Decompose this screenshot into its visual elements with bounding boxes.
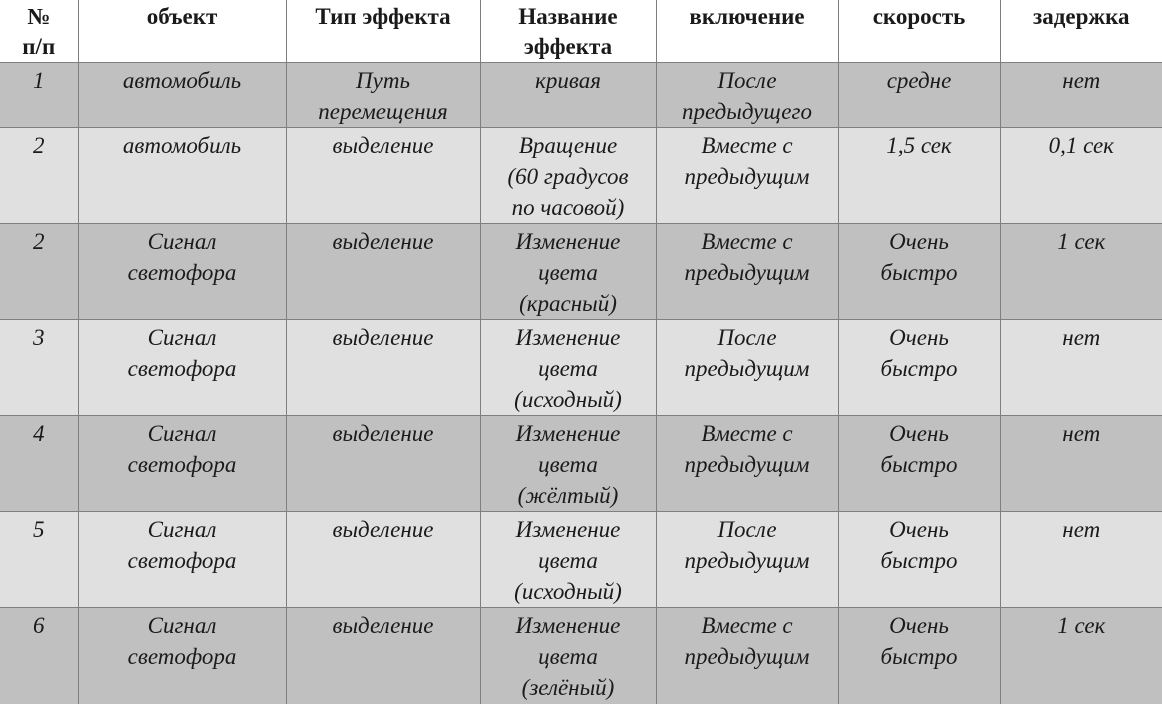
cell-effect-type (286, 128, 480, 224)
cell-object-text: Сигнал светофора (83, 322, 282, 384)
cell-effect-type-text: выделение (291, 226, 476, 257)
cell-effect-name-text: Изменение цвета (жёлтый) (485, 418, 652, 511)
table-row (0, 512, 1162, 608)
cell-effect-type-text: выделение (291, 322, 476, 353)
cell-delay-text: нет (1005, 65, 1159, 96)
cell-delay (1000, 320, 1162, 416)
cell-trigger-text: После предыдущего (661, 65, 834, 127)
cell-effect-name-text: Вращение (60 градусов по часовой) (485, 130, 652, 223)
cell-object-text: автомобиль (83, 130, 282, 161)
table-row (0, 63, 1162, 128)
cell-object-text: Сигнал светофора (83, 418, 282, 480)
table-row (0, 416, 1162, 512)
cell-object-text: автомобиль (83, 65, 282, 96)
cell-delay (1000, 512, 1162, 608)
cell-speed (838, 608, 1000, 704)
cell-effect-name (480, 224, 656, 320)
cell-number-text: 6 (4, 610, 74, 641)
cell-number (0, 416, 78, 512)
cell-number-text: 4 (4, 418, 74, 449)
cell-object (78, 128, 286, 224)
cell-speed (838, 128, 1000, 224)
cell-effect-name (480, 512, 656, 608)
cell-speed-text: Очень быстро (843, 226, 996, 288)
cell-effect-name (480, 608, 656, 704)
cell-number (0, 224, 78, 320)
table-row (0, 128, 1162, 224)
cell-speed-text: 1,5 сек (843, 130, 996, 161)
cell-delay (1000, 63, 1162, 128)
cell-number (0, 63, 78, 128)
cell-object (78, 512, 286, 608)
cell-speed (838, 416, 1000, 512)
cell-trigger-text: Вместе с предыдущим (661, 418, 834, 480)
cell-effect-name (480, 416, 656, 512)
cell-number-text: 2 (4, 226, 74, 257)
cell-speed-text: Очень быстро (843, 514, 996, 576)
cell-trigger-text: После предыдущим (661, 514, 834, 576)
cell-effect-type-text: выделение (291, 514, 476, 545)
table-row (0, 608, 1162, 704)
cell-trigger-text: После предыдущим (661, 322, 834, 384)
table-body (0, 63, 1162, 704)
cell-object-text: Сигнал светофора (83, 514, 282, 576)
header-number: № п/п (0, 0, 78, 63)
cell-speed (838, 512, 1000, 608)
header-trigger: включение (656, 0, 838, 63)
cell-effect-type (286, 224, 480, 320)
cell-effect-type (286, 608, 480, 704)
cell-trigger (656, 128, 838, 224)
cell-effect-type-text: выделение (291, 610, 476, 641)
cell-trigger-text: Вместе с предыдущим (661, 130, 834, 192)
cell-object (78, 416, 286, 512)
header-speed: скорость (838, 0, 1000, 63)
header-effect-name: Название эффекта (480, 0, 656, 63)
cell-effect-type (286, 416, 480, 512)
cell-effect-name (480, 128, 656, 224)
cell-number-text: 1 (4, 65, 74, 96)
cell-delay (1000, 224, 1162, 320)
table-row (0, 320, 1162, 416)
cell-effect-type-text: выделение (291, 418, 476, 449)
cell-number (0, 128, 78, 224)
cell-speed-text: средне (843, 65, 996, 96)
cell-object (78, 608, 286, 704)
cell-trigger (656, 512, 838, 608)
cell-object (78, 320, 286, 416)
table-header (0, 0, 1162, 63)
cell-trigger-text: Вместе с предыдущим (661, 610, 834, 672)
cell-number-text: 3 (4, 322, 74, 353)
cell-speed (838, 320, 1000, 416)
cell-effect-name-text: Изменение цвета (зелёный) (485, 610, 652, 703)
cell-trigger (656, 320, 838, 416)
cell-object (78, 224, 286, 320)
cell-effect-name (480, 63, 656, 128)
cell-delay-text: нет (1005, 322, 1159, 353)
cell-speed-text: Очень быстро (843, 610, 996, 672)
cell-speed (838, 63, 1000, 128)
cell-effect-type (286, 63, 480, 128)
cell-effect-type-text: Путь перемещения (291, 65, 476, 127)
cell-delay-text: 1 сек (1005, 610, 1159, 641)
cell-effect-name-text: Изменение цвета (исходный) (485, 514, 652, 607)
cell-effect-type-text: выделение (291, 130, 476, 161)
cell-delay (1000, 608, 1162, 704)
cell-effect-type (286, 512, 480, 608)
header-object: объект (78, 0, 286, 63)
cell-object-text: Сигнал светофора (83, 610, 282, 672)
cell-delay (1000, 128, 1162, 224)
cell-delay-text: 1 сек (1005, 226, 1159, 257)
cell-effect-name-text: кривая (485, 65, 652, 96)
cell-effect-name-text: Изменение цвета (красный) (485, 226, 652, 319)
cell-effect-name-text: Изменение цвета (исходный) (485, 322, 652, 415)
cell-effect-type (286, 320, 480, 416)
cell-object-text: Сигнал светофора (83, 226, 282, 288)
cell-number-text: 2 (4, 130, 74, 161)
cell-number (0, 320, 78, 416)
cell-speed (838, 224, 1000, 320)
cell-speed-text: Очень быстро (843, 322, 996, 384)
cell-delay-text: нет (1005, 514, 1159, 545)
cell-number (0, 512, 78, 608)
cell-trigger-text: Вместе с предыдущим (661, 226, 834, 288)
cell-object (78, 63, 286, 128)
cell-trigger (656, 608, 838, 704)
header-row (0, 0, 1162, 63)
cell-trigger (656, 63, 838, 128)
cell-delay (1000, 416, 1162, 512)
cell-number-text: 5 (4, 514, 74, 545)
cell-delay-text: нет (1005, 418, 1159, 449)
cell-trigger (656, 224, 838, 320)
table-row (0, 224, 1162, 320)
header-effect-type: Тип эффекта (286, 0, 480, 63)
cell-delay-text: 0,1 сек (1005, 130, 1159, 161)
cell-speed-text: Очень быстро (843, 418, 996, 480)
cell-effect-name (480, 320, 656, 416)
header-delay: задержка (1000, 0, 1162, 63)
cell-trigger (656, 416, 838, 512)
cell-number (0, 608, 78, 704)
